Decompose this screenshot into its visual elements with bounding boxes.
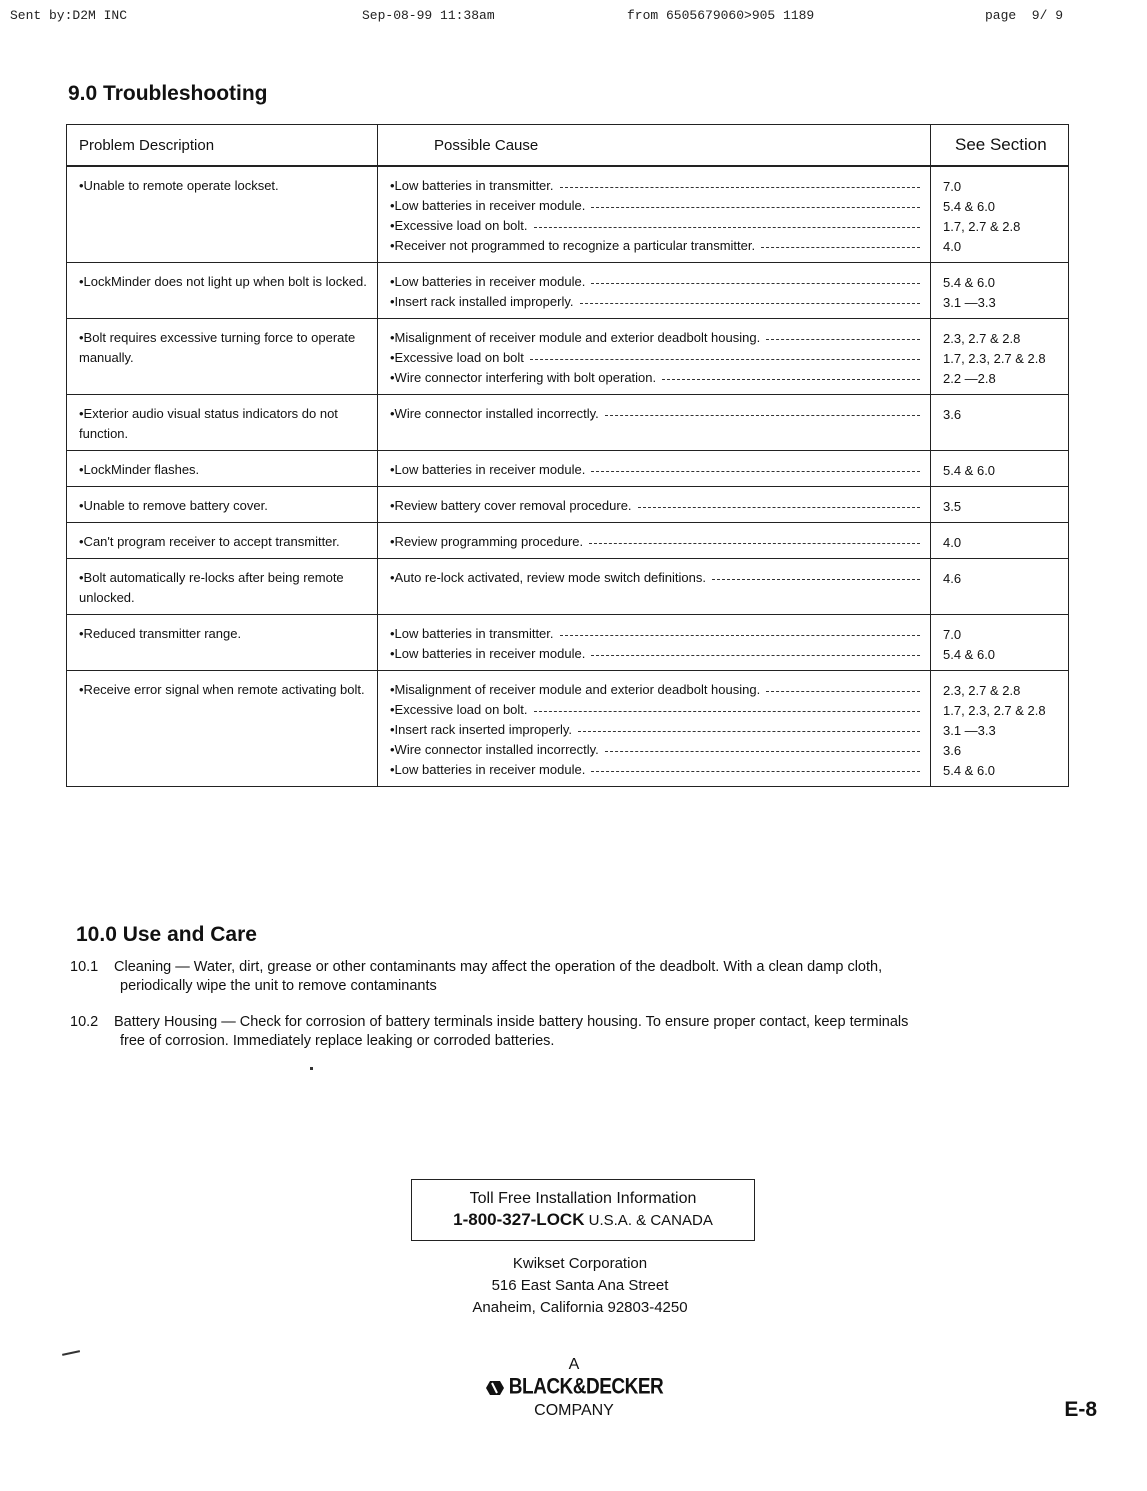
section-cell	[931, 166, 1069, 263]
cause-line	[390, 460, 920, 480]
problem-text: •Unable to remove battery cover.	[79, 498, 268, 513]
company-logo-block	[474, 1355, 674, 1421]
company-prefix: A	[568, 1356, 580, 1373]
problem-cell	[67, 319, 378, 395]
cause-text: •Insert rack installed improperly.	[390, 294, 574, 309]
dash-leader	[580, 303, 921, 304]
dash-leader	[591, 771, 920, 772]
cause-cell	[378, 319, 931, 395]
cause-text: •Low batteries in receiver module.	[390, 646, 586, 661]
cause-line	[390, 272, 920, 292]
use-care-title: 10.0 Use and Care	[76, 923, 257, 946]
cause-cell	[378, 615, 931, 671]
table-row	[67, 523, 1069, 559]
dash-leader	[605, 751, 920, 752]
hexagon-logo-icon	[485, 1380, 505, 1396]
dash-leader	[712, 579, 920, 580]
problem-text: •LockMinder does not light up when bolt is locked.	[79, 274, 367, 289]
section-cell	[931, 559, 1069, 615]
dash-leader	[605, 415, 920, 416]
table-row	[67, 615, 1069, 671]
cause-text: •Low batteries in receiver module.	[390, 462, 586, 477]
cause-text: •Excessive load on bolt.	[390, 218, 528, 233]
dash-leader	[766, 691, 920, 692]
dash-leader	[560, 187, 920, 188]
section-ref: 5.4 & 6.0	[943, 275, 996, 290]
troubleshooting-body	[67, 166, 1069, 787]
cause-line	[390, 532, 920, 552]
address-line: Anaheim, California 92803-4250	[472, 1299, 688, 1316]
item-text: Battery Housing — Check for corrosion of battery terminals inside battery housing. To ensure proper contact, keep terminals	[114, 1014, 909, 1030]
section-cell	[931, 671, 1069, 787]
problem-cell	[67, 451, 378, 487]
table-row	[67, 395, 1069, 451]
header-section: See Section	[931, 125, 1069, 167]
fax-date: Sep-08-99 11:38am	[362, 8, 495, 23]
cause-line	[390, 368, 920, 388]
troubleshooting-table	[66, 124, 1069, 787]
cause-text: •Low batteries in receiver module.	[390, 274, 586, 289]
section-ref: 1.7, 2.3, 2.7 & 2.8	[943, 703, 1046, 718]
problem-cell	[67, 559, 378, 615]
section-cell	[931, 319, 1069, 395]
item-text-cont: free of corrosion. Immediately replace leaking or corroded batteries.	[120, 1033, 555, 1049]
cause-line	[390, 236, 920, 256]
cause-line	[390, 700, 920, 720]
cause-line	[390, 404, 920, 424]
cause-line	[390, 176, 920, 196]
cause-line	[390, 760, 920, 780]
dash-leader	[662, 379, 920, 380]
page-label: E-8	[1064, 1398, 1097, 1421]
fax-header	[0, 8, 1147, 28]
cause-cell	[378, 523, 931, 559]
dash-leader	[591, 655, 920, 656]
cause-text: •Low batteries in transmitter.	[390, 178, 554, 193]
section-ref: 1.7, 2.7 & 2.8	[943, 219, 1021, 234]
section-cell	[931, 523, 1069, 559]
dash-leader	[591, 471, 920, 472]
table-row	[67, 166, 1069, 263]
cause-text: •Misalignment of receiver module and exterior deadbolt housing.	[390, 330, 761, 345]
company-logo	[474, 1375, 674, 1401]
table-row	[67, 319, 1069, 395]
cause-text: •Low batteries in receiver module.	[390, 198, 586, 213]
cause-cell	[378, 451, 931, 487]
problem-text: •Reduced transmitter range.	[79, 626, 242, 641]
cause-line	[390, 348, 920, 368]
section-cell	[931, 451, 1069, 487]
section-ref: 5.4 & 6.0	[943, 463, 996, 478]
problem-text: •Unable to remote operate lockset.	[79, 178, 279, 193]
dash-leader	[560, 635, 920, 636]
section-cell	[931, 487, 1069, 523]
dash-leader	[766, 339, 920, 340]
dash-leader	[591, 283, 920, 284]
fax-sender: Sent by:D2M INC	[10, 8, 128, 23]
header-cause: Possible Cause	[378, 125, 931, 167]
cause-line	[390, 624, 920, 644]
cause-line	[390, 680, 920, 700]
cause-text: •Excessive load on bolt.	[390, 702, 528, 717]
section-ref: 2.3, 2.7 & 2.8	[943, 331, 1021, 346]
problem-cell	[67, 166, 378, 263]
cause-text: •Receiver not programmed to recognize a particular transmitter.	[390, 238, 756, 253]
section-ref: 1.7, 2.3, 2.7 & 2.8	[943, 351, 1046, 366]
cause-text: •Misalignment of receiver module and exterior deadbolt housing.	[390, 682, 761, 697]
section-ref: 2.2 —2.8	[943, 371, 996, 386]
cause-cell	[378, 166, 931, 263]
table-row	[67, 451, 1069, 487]
cause-text: •Review programming procedure.	[390, 534, 584, 549]
fax-page: page 9/ 9	[985, 8, 1064, 23]
cause-line	[390, 644, 920, 664]
cause-cell	[378, 263, 931, 319]
table-row	[67, 487, 1069, 523]
cause-line	[390, 196, 920, 216]
section-ref: 4.0	[943, 535, 962, 550]
cause-cell	[378, 671, 931, 787]
use-care-item-cleaning	[70, 958, 1060, 996]
phone-number: 1-800-327-LOCK	[453, 1210, 585, 1229]
cause-text: •Wire connector installed incorrectly.	[390, 742, 599, 757]
cause-line	[390, 292, 920, 312]
cause-text: •Auto re-lock activated, review mode switch definitions.	[390, 570, 706, 585]
dash-leader	[534, 711, 920, 712]
item-number: 10.1	[70, 959, 99, 975]
address-line: Kwikset Corporation	[512, 1255, 648, 1272]
problem-cell	[67, 671, 378, 787]
section-ref: 5.4 & 6.0	[943, 647, 996, 662]
table-row	[67, 559, 1069, 615]
section-ref: 5.4 & 6.0	[943, 199, 996, 214]
cause-line	[390, 720, 920, 740]
header-problem: Problem Description	[67, 125, 378, 167]
cause-cell	[378, 487, 931, 523]
cause-line	[390, 568, 920, 588]
problem-cell	[67, 523, 378, 559]
section-ref: 3.1 —3.3	[943, 723, 996, 738]
cause-text: •Low batteries in receiver module.	[390, 762, 586, 777]
section-cell	[931, 615, 1069, 671]
section-ref: 7.0	[943, 627, 962, 642]
section-ref: 3.6	[943, 407, 962, 422]
section-ref: 4.6	[943, 571, 962, 586]
problem-text: •Exterior audio visual status indicators do not function.	[79, 406, 338, 441]
problem-text: •Can't program receiver to accept transmitter.	[79, 534, 340, 549]
address-line: 516 East Santa Ana Street	[491, 1277, 669, 1294]
dash-leader	[530, 359, 920, 360]
section-ref: 5.4 & 6.0	[943, 763, 996, 778]
section-ref: 3.6	[943, 743, 962, 758]
section-ref: 3.5	[943, 499, 962, 514]
section-ref: 4.0	[943, 239, 962, 254]
phone-region: U.S.A. & CANADA	[584, 1212, 713, 1229]
item-number: 10.2	[70, 1014, 99, 1030]
dash-leader	[638, 507, 920, 508]
table-header-row	[67, 125, 1069, 167]
cause-cell	[378, 559, 931, 615]
item-text-cont: periodically wipe the unit to remove contaminants	[120, 978, 437, 994]
problem-cell	[67, 395, 378, 451]
problem-cell	[67, 263, 378, 319]
scan-speck	[310, 1067, 313, 1070]
dash-leader	[534, 227, 920, 228]
toll-free-label: Toll Free Installation Information	[469, 1190, 697, 1207]
cause-text: •Excessive load on bolt	[390, 350, 524, 365]
cause-text: •Wire connector interfering with bolt operation.	[390, 370, 657, 385]
logo-wordmark: BLACK&DECKER	[508, 1375, 664, 1400]
troubleshooting-title: 9.0 Troubleshooting	[68, 82, 268, 105]
item-text: Cleaning — Water, dirt, grease or other contaminants may affect the operation of the deadbolt. With a clean damp cloth,	[114, 959, 883, 975]
dash-leader	[761, 247, 920, 248]
toll-free-phone-line	[412, 1209, 754, 1231]
scan-mark	[62, 1350, 80, 1355]
problem-cell	[67, 487, 378, 523]
problem-text: •Receive error signal when remote activating bolt.	[79, 682, 365, 697]
problem-text: •Bolt requires excessive turning force to operate manually.	[79, 330, 356, 365]
dash-leader	[589, 543, 920, 544]
fax-from: from 6505679060>905 1189	[627, 8, 815, 23]
problem-text: •LockMinder flashes.	[79, 462, 200, 477]
section-cell	[931, 395, 1069, 451]
cause-line	[390, 496, 920, 516]
toll-free-box	[411, 1179, 755, 1241]
cause-line	[390, 216, 920, 236]
company-suffix: COMPANY	[534, 1402, 614, 1419]
cause-text: •Insert rack inserted improperly.	[390, 722, 573, 737]
cause-text: •Review battery cover removal procedure.	[390, 498, 632, 513]
table-row	[67, 671, 1069, 787]
cause-line	[390, 740, 920, 760]
dash-leader	[578, 731, 920, 732]
problem-text: •Bolt automatically re-locks after being remote unlocked.	[79, 570, 344, 605]
section-ref: 2.3, 2.7 & 2.8	[943, 683, 1021, 698]
table-row	[67, 263, 1069, 319]
use-care-item-battery	[70, 1013, 1060, 1051]
cause-text: •Wire connector installed incorrectly.	[390, 406, 599, 421]
company-address	[430, 1253, 730, 1319]
cause-text: •Low batteries in transmitter.	[390, 626, 554, 641]
problem-cell	[67, 615, 378, 671]
section-cell	[931, 263, 1069, 319]
cause-cell	[378, 395, 931, 451]
section-ref: 3.1 —3.3	[943, 295, 996, 310]
section-ref: 7.0	[943, 179, 962, 194]
cause-line	[390, 328, 920, 348]
dash-leader	[591, 207, 920, 208]
